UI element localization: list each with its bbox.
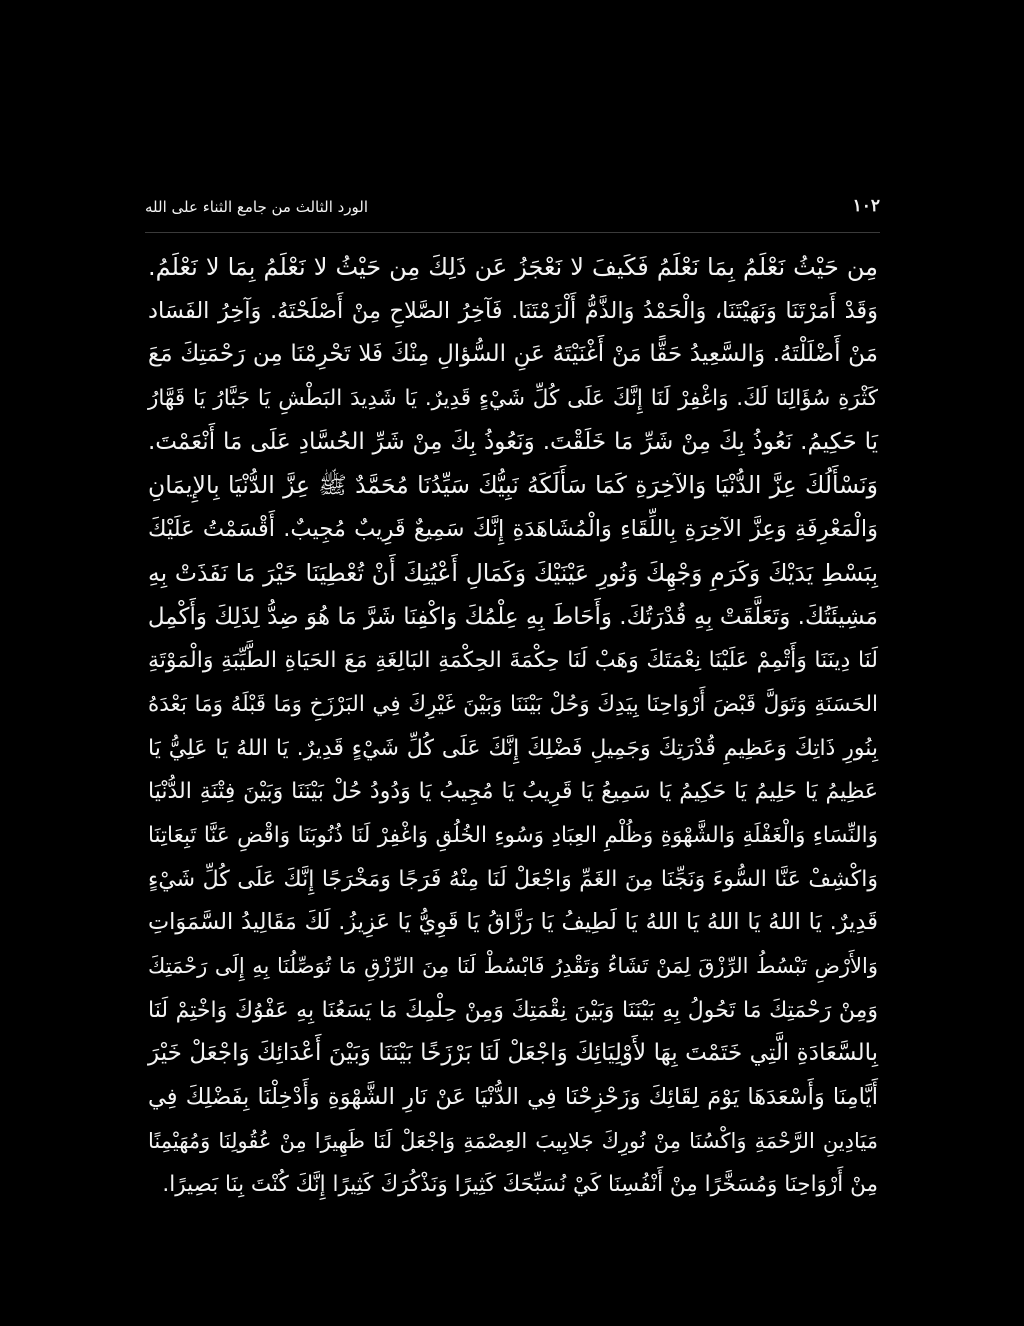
text-line: وَالأَرْضِ تَبْسُطُ الرِّزْقَ لِمَنْ تَشَاءُ وَتَقْدِرُ فَابْسُطْ لَنَا مِنَ الرِّزْقِ مَا تُوَصِّلُنَا بِهِ إِلَى رَحْمَتِكَ — [148, 954, 878, 978]
text-line: وَاكْشِفْ عَنَّا السُّوءَ وَنَجِّنَا مِنَ الغَمِّ وَاجْعَلْ لَنَا مِنْهُ فَرَجًا وَمَخْرَجًا إِنَّكَ عَلَى كُلِّ شَيْءٍ — [148, 866, 878, 892]
text-line: أَيَّامِنَا وَأَسْعَدَهَا يَوْمَ لِقَائِكَ وَزَحْزِحْنَا فِي الدُّنْيَا عَنْ نَارِ الشَّهْوَةِ وَأَدْخِلْنَا بِفَضْلِكَ فِي — [148, 1084, 878, 1111]
header-divider — [145, 232, 880, 233]
text-line: بِنُورِ ذَاتِكَ وَعَظِيمِ قُدْرَتِكَ وَجَمِيلِ فَضْلِكَ إِنَّكَ عَلَى كُلِّ شَيْءٍ قَدِيرٌ. يَا اللهُ يَا عَلِيُّ يَا — [148, 735, 878, 761]
text-line: الحَسَنَةِ وَتَوَلَّ قَبْضَ أَرْوَاحِنَا بِيَدِكَ وَحُلْ بَيْنَنَا وَبَيْنَ غَيْرِكَ فِي البَرْزَخِ وَمَا قَبْلَهُ وَمَا بَعْدَهُ — [148, 691, 878, 717]
text-line: مَنْ أَضْلَلْتَهُ. وَالسَّعِيدُ حَقًّا مَنْ أَغْنَيْتَهُ عَنِ السُّؤالِ مِنْكَ فَلا تَحْرِمْنَا مِن رَحْمَتِكَ مَعَ — [148, 341, 878, 368]
page-header — [145, 196, 880, 226]
text-line: مِنْ أَرْوَاحِنَا وَمُسَخَّرًا مِنْ أَنْفُسِنَا كَيْ نُسَبِّحَكَ كَثِيرًا وَنَذْكُرَكَ كَثِيرًا إِنَّكَ كُنْتَ بِنَا بَصِيرًا. — [162, 1172, 878, 1198]
text-line: وَالْمَعْرِفَةِ وَعِزَّ الآخِرَةِ بِاللِّقَاءِ وَالْمُشَاهَدَةِ إِنَّكَ سَمِيعٌ قَرِيبٌ مُجِيبٌ. أَقْسَمْتُ عَلَيْكَ — [148, 516, 878, 543]
text-line: لَنَا دِينَنَا وَأَتْمِمْ عَلَيْنَا نِعْمَتَكَ وَهَبْ لَنَا حِكْمَةَ الحِكْمَةِ البَالِغَةِ مَعَ الحَيَاةِ الطَّيِّبَةِ وَالْمَوْتَةِ — [148, 648, 878, 674]
text-line: وَالنِّسَاءِ وَالْغَفْلَةِ وَالشَّهْوَةِ وَظُلْمِ العِبَادِ وَسُوءِ الخُلُقِ وَاغْفِرْ لَنَا ذُنُوبَنَا وَاقْضِ عَنَّا تَبِعَاتِنَا — [148, 822, 878, 848]
text-line: مِن حَيْثُ نَعْلَمُ بِمَا نَعْلَمُ فَكَيفَ لا نَعْجَزُ عَن ذَلِكَ مِن حَيْثُ لا نَعْلَمُ بِمَا لا نَعْلَمُ. — [148, 253, 878, 281]
text-line: كَثْرَةِ سُؤَالِنَا لَكَ. وَاغْفِرْ لَنَا إِنَّكَ عَلَى كُلِّ شَيْءٍ قَدِيرٌ. يَا شَدِيدَ البَطْشِ يَا جَبَّارُ يَا قَهَّارُ — [148, 386, 878, 412]
text-line: بِالسَّعَادَةِ الَّتِي خَتَمْتَ بِهَا لأَوْلِيَائِكَ وَاجْعَلْ لَنَا بَرْزَخًا بَيْنَنَا وَبَيْنَ أَعْدَائِكَ وَاجْعَلْ خَيْرَ — [148, 1040, 878, 1067]
text-line: وَمِنْ رَحْمَتِكَ مَا تَحُولُ بِهِ بَيْنَنَا وَبَيْنَ نِقْمَتِكَ وَمِنْ حِلْمِكَ مَا يَسَعُنَا بِهِ عَفْوُكَ وَاخْتِمْ لَنَا — [148, 997, 878, 1023]
text-line: بِبَسْطِ يَدَيْكَ وَكَرَمِ وَجْهِكَ وَنُورِ عَيْنَيْكَ وَكَمَالِ أَعْيُنِكَ أَنْ تُعْطِيَنَا خَيْرَ مَا نَفَذَتْ بِهِ — [148, 558, 878, 587]
page-number: ١٠٢ — [852, 196, 880, 216]
running-title: الورد الثالث من جامع الثناء على الله — [145, 198, 369, 216]
text-line: وَقَدْ أَمَرْتَنَا وَنَهَيْتَنَا، وَالْحَمْدُ وَالذَّمُّ أَلْزَمْتَنَا. فَآخِرُ الصَّلاحِ مِنْ أَصْلَحْتَهُ. وَآخِرُ الفَسَاد — [148, 297, 878, 324]
body-text — [147, 246, 878, 1198]
text-line: مَشِيئَتُكَ. وَتَعَلَّقَتْ بِهِ قُدْرَتُكَ. وَأَحَاطَ بِهِ عِلْمُكَ وَاكْفِنَا شَرَّ مَا هُوَ ضِدُّ لِذَلِكَ وَأَكْمِل — [147, 603, 878, 630]
text-line: يَا حَكِيمُ. نَعُوذُ بِكَ مِنْ شَرِّ مَا خَلَقْتَ. وَنَعُوذُ بِكَ مِنْ شَرِّ الحُسَّادِ عَلَى مَا أَنْعَمْتَ. — [148, 428, 878, 455]
text-line: عَظِيمُ يَا حَلِيمُ يَا حَكِيمُ يَا سَمِيعُ يَا قَرِيبُ يَا مُجِيبُ يَا وَدُودُ حُلْ بَيْنَنَا وَبَيْنَ فِتْنَةِ الدُّنْيَا — [148, 779, 878, 805]
text-line: وَنَسْأَلُكَ عِزَّ الدُّنْيَا وَالآخِرَةِ كَمَا سَأَلَكَهُ نَبِيُّكَ سَيِّدُنَا مُحَمَّدٌ ﷺ عِزَّ الدُّنْيَا بِالإِيمَانِ — [148, 471, 878, 500]
text-line: قَدِيرٌ. يَا اللهُ يَا اللهُ يَا اللهُ يَا لَطِيفُ يَا رَزَّاقُ يَا قَوِيُّ يَا عَزِيزُ. لَكَ مَقَالِيدُ السَّمَوَاتِ — [148, 909, 878, 936]
text-line: مَيَادِينِ الرَّحْمَةِ وَاكْسُنَا مِنْ نُورِكَ جَلابِيبَ العِصْمَةِ وَاجْعَلْ لَنَا ظَهِيرًا مِنْ عُقُولِنَا وَمُهَيْمِنًا — [148, 1128, 878, 1153]
